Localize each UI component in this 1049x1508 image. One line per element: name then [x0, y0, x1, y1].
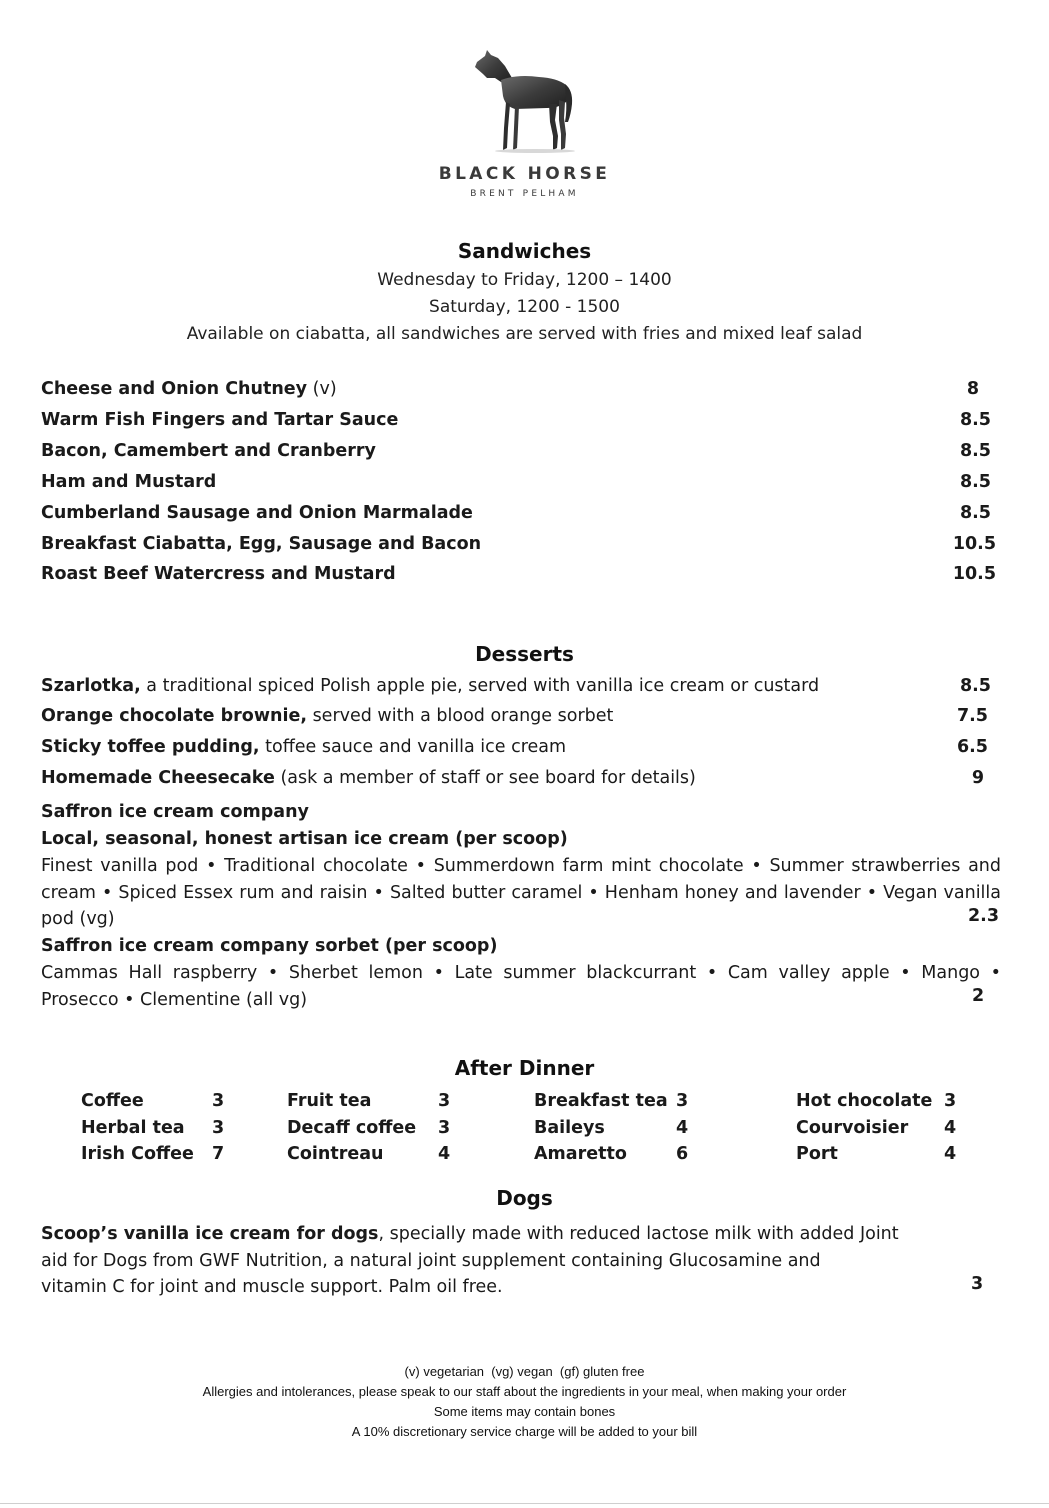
allergy-notice: Allergies and intolerances, please speak to our staff about the ingredients in your meal, when making your order	[202, 1384, 847, 1399]
sandwiches-hours-weekday: Wednesday to Friday, 1200 – 1400	[377, 270, 672, 290]
after-dinner-item-name: Courvoisier	[796, 1118, 909, 1138]
bones-notice: Some items may contain bones	[433, 1404, 616, 1419]
dessert-item	[41, 676, 996, 706]
after-dinner-item-price: 4	[676, 1118, 689, 1138]
sandwich-item	[41, 472, 996, 502]
dogs-line-2: aid for Dogs from GWF Nutrition, a natural joint supplement containing Glucosamine and	[41, 1250, 821, 1271]
dessert-item-desc: (ask a member of staff or see board for details)	[280, 768, 696, 788]
dessert-item-price: 8.5	[959, 676, 991, 696]
sandwich-item	[41, 441, 996, 471]
after-dinner-item-price: 4	[944, 1118, 957, 1138]
sandwich-item	[41, 410, 996, 440]
dessert-item	[41, 737, 996, 767]
sandwich-item-suffix: (v)	[312, 379, 337, 399]
dogs-description	[41, 1221, 921, 1301]
dogs-line-1: , specially made with reduced lactose milk with added Joint	[378, 1224, 899, 1244]
ice-cream-subtitle: Local, seasonal, honest artisan ice cream (per scoop)	[41, 829, 568, 849]
sandwich-item	[41, 503, 996, 533]
after-dinner-item-name: Fruit tea	[287, 1091, 372, 1111]
ice-cream-price: 2.3	[968, 906, 1000, 926]
sandwiches-note: Available on ciabatta, all sandwiches are served with fries and mixed leaf salad	[186, 324, 863, 344]
after-dinner-item-name: Cointreau	[287, 1144, 384, 1164]
desserts-title: Desserts	[475, 642, 574, 666]
after-dinner-item-price: 4	[944, 1144, 957, 1164]
after-dinner-item-name: Hot chocolate	[796, 1091, 933, 1111]
sandwich-item-price: 10.5	[952, 564, 996, 584]
sandwich-item-name: Warm Fish Fingers and Tartar Sauce	[41, 410, 399, 430]
after-dinner-item-price: 6	[676, 1144, 689, 1164]
dessert-item	[41, 706, 996, 736]
sandwich-item-price: 8	[966, 379, 979, 399]
diet-legend: (v) vegetarian (vg) vegan (gf) gluten free	[404, 1364, 645, 1379]
after-dinner-item-price: 7	[212, 1144, 225, 1164]
sandwich-item	[41, 564, 996, 594]
sandwich-item-price: 10.5	[952, 534, 996, 554]
after-dinner-item-name: Decaff coffee	[287, 1118, 417, 1138]
dessert-item-price: 7.5	[956, 706, 988, 726]
after-dinner-item-name: Baileys	[534, 1118, 605, 1138]
brand-name: BLACK HORSE	[438, 164, 611, 184]
dessert-item-price: 6.5	[956, 737, 988, 757]
dogs-item-name: Scoop’s vanilla ice cream for dogs	[41, 1224, 379, 1244]
sorbet-flavours: Cammas Hall raspberry • Sherbet lemon • Late summer blackcurrant • Cam valley apple • Mango • Prosecco • Clementine (all vg)	[41, 963, 1001, 1010]
sandwich-item	[41, 534, 996, 564]
dessert-item-name: Orange chocolate brownie,	[41, 706, 307, 726]
sandwich-item-price: 8.5	[959, 503, 991, 523]
sorbet-title: Saffron ice cream company sorbet (per scoop)	[41, 936, 498, 956]
after-dinner-item-price: 3	[944, 1091, 957, 1111]
after-dinner-item-price: 3	[438, 1118, 451, 1138]
sorbet-price: 2	[972, 986, 985, 1006]
ice-cream-company: Saffron ice cream company	[41, 802, 309, 822]
sandwich-item-price: 8.5	[959, 472, 991, 492]
sandwich-item	[41, 379, 996, 409]
after-dinner-item-price: 3	[212, 1118, 225, 1138]
after-dinner-item-name: Herbal tea	[81, 1118, 185, 1138]
dessert-item	[41, 768, 996, 798]
dogs-price: 3	[971, 1274, 984, 1294]
sandwich-item-name: Breakfast Ciabatta, Egg, Sausage and Bacon	[41, 534, 482, 554]
after-dinner-item-name: Irish Coffee	[81, 1144, 194, 1164]
sandwiches-title: Sandwiches	[457, 239, 592, 263]
sandwich-item-name: Bacon, Camembert and Cranberry	[41, 441, 376, 461]
service-charge-notice: A 10% discretionary service charge will be added to your bill	[351, 1424, 698, 1439]
sandwich-item-price: 8.5	[959, 410, 991, 430]
dessert-item-name: Homemade Cheesecake	[41, 768, 275, 788]
after-dinner-item-name: Breakfast tea	[534, 1091, 668, 1111]
horse-icon	[465, 44, 585, 156]
dessert-item-name: Sticky toffee pudding,	[41, 737, 260, 757]
sandwich-item-price: 8.5	[959, 441, 991, 461]
sandwich-item-name: Roast Beef Watercress and Mustard	[41, 564, 396, 584]
sandwich-item-name: Ham and Mustard	[41, 472, 217, 492]
after-dinner-title: After Dinner	[454, 1056, 595, 1080]
after-dinner-item-name: Coffee	[81, 1091, 144, 1111]
after-dinner-item-price: 3	[438, 1091, 451, 1111]
dogs-title: Dogs	[496, 1186, 553, 1210]
dessert-item-price: 9	[971, 768, 984, 788]
after-dinner-item-name: Port	[796, 1144, 838, 1164]
dessert-item-desc: toffee sauce and vanilla ice cream	[265, 737, 567, 757]
ice-cream-flavours: Finest vanilla pod • Traditional chocolate • Summerdown farm mint chocolate • Summer strawberries and cream • Spiced Essex rum and raisin • Salted butter caramel • Henham honey and lavender • Vegan vanilla pod (vg)	[41, 856, 1001, 929]
footer	[0, 1362, 1049, 1442]
brand-location: BRENT PELHAM	[470, 189, 579, 199]
after-dinner-item-price: 4	[438, 1144, 451, 1164]
sandwiches-hours-saturday: Saturday, 1200 - 1500	[429, 297, 620, 317]
after-dinner-item-name: Amaretto	[534, 1144, 627, 1164]
dessert-item-desc: served with a blood orange sorbet	[312, 706, 614, 726]
page-edge	[0, 1503, 1049, 1504]
sandwich-item-name: Cumberland Sausage and Onion Marmalade	[41, 503, 473, 523]
dogs-line-3: vitamin C for joint and muscle support. Palm oil free.	[41, 1277, 503, 1297]
logo	[0, 44, 1049, 199]
dessert-item-desc: a traditional spiced Polish apple pie, served with vanilla ice cream or custard	[146, 676, 820, 696]
after-dinner-item-price: 3	[676, 1091, 689, 1111]
sandwich-item-name: Cheese and Onion Chutney	[41, 379, 308, 399]
dessert-item-name: Szarlotka,	[41, 676, 141, 696]
after-dinner-item-price: 3	[212, 1091, 225, 1111]
